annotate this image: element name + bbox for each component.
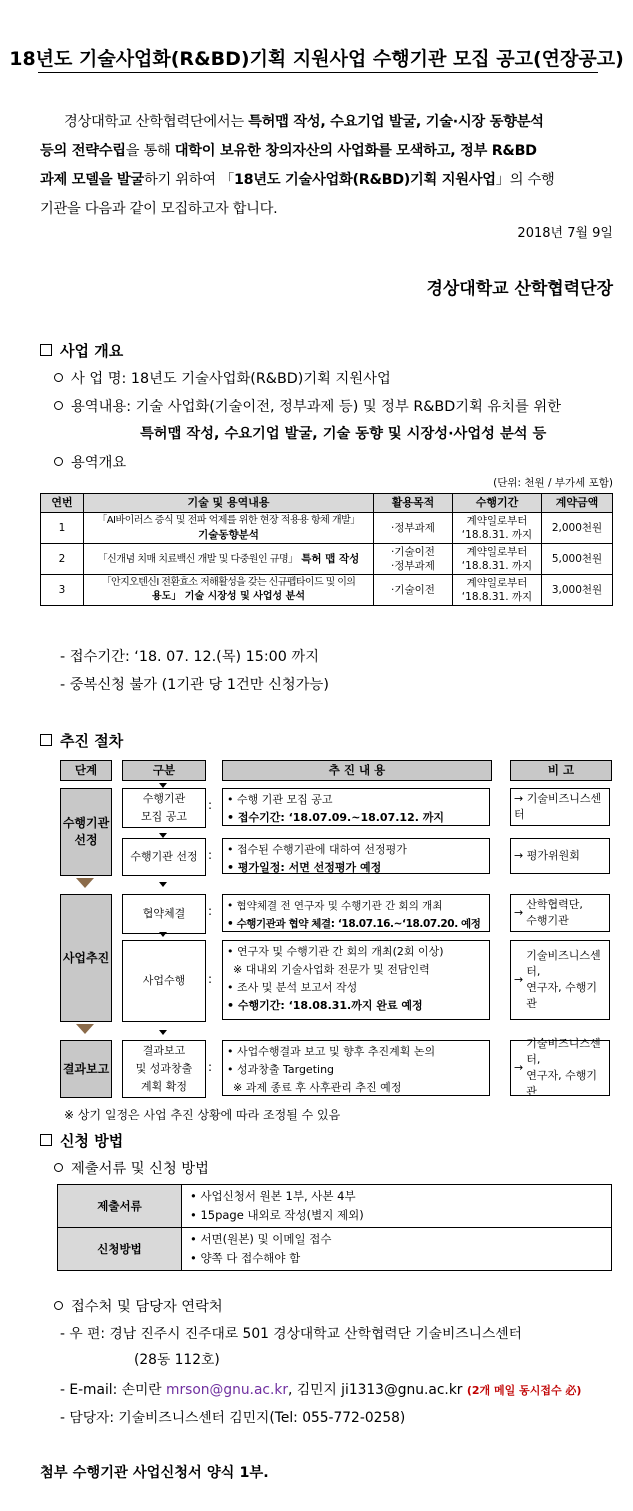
row-period: 계약일로부터 ‘18.8.31. 까지: [453, 513, 542, 544]
intro-text: 하기 위하여 「: [143, 172, 234, 188]
intro-bold: 대학이 보유한 창의자산의 사업화를 모색하고, 정부 R&BD: [174, 143, 537, 159]
row-number: 2: [41, 544, 84, 575]
row-period: 계약일로부터 ‘18.8.31. 까지: [453, 544, 542, 575]
email-link[interactable]: mrson@gnu.ac.kr: [166, 1382, 289, 1398]
row-purpose: ·기술이전: [374, 575, 453, 606]
contact-label: 접수처 및 담당자 연락처: [54, 1296, 223, 1316]
note-selection: → 평가위원회: [510, 838, 610, 874]
email-line: - E-mail: 손미란 mrson@gnu.ac.kr, 김민지 ji1313@gnu.ac.kr (2개 메일 동시접수 必): [60, 1382, 582, 1398]
row-label: 신청방법: [58, 1228, 182, 1271]
row-purpose: ·기술이전 ·정부과제: [374, 544, 453, 575]
intro-bold: 특허맵 작성, 수요기업 발굴, 기술·시장 동향분석: [248, 114, 544, 130]
intro-text: 을 통해: [125, 143, 175, 159]
row-content: 「안지오텐신I 전환효소 저해활성을 갖는 신규펩타이드 및 이의 용도」 기술 시장성 및 사업성 분석: [84, 575, 374, 606]
row-purpose: ·정부과제: [374, 513, 453, 544]
col-header: 연번: [41, 494, 84, 513]
stage-selection: 수행기관 선정: [60, 788, 112, 876]
group-report: 결과보고 및 성과창출 계획 확정: [122, 1040, 206, 1098]
row-items: • 사업신청서 원본 1부, 사본 4부 • 15page 내외로 작성(별지 제외): [182, 1185, 612, 1228]
service-overview-label: 용역개요: [54, 452, 126, 472]
circle-bullet-icon: [54, 1163, 63, 1172]
table-row: [58, 1185, 612, 1228]
circle-bullet-icon: [54, 1301, 63, 1310]
group-recruit: 수행기관 모집 공고: [122, 788, 206, 828]
intro-text: 경상대학교 산학협력단에서는: [64, 114, 249, 130]
project-name-line: 사 업 명: 18년도 기술사업화(R&BD)기획 지원사업: [54, 368, 391, 388]
note-execution: → 기술비즈니스센터, 연구자, 수행기관: [510, 940, 610, 1020]
content-report: • 사업수행결과 보고 및 향후 추진계획 논의 • 성과창출 Targeting ※ 과제 종료 후 사후관리 추진 예정: [222, 1040, 490, 1096]
row-label: 제출서류: [58, 1185, 182, 1228]
circle-bullet-icon: [54, 373, 63, 382]
square-bullet-icon: [40, 344, 52, 356]
mail-address-room: (28동 112호): [134, 1352, 220, 1368]
signer: 경상대학교 산학협력단장: [426, 279, 613, 299]
header-content: 추 진 내 용: [222, 760, 492, 781]
stage-arrow-icon: [76, 1024, 94, 1034]
row-items: • 서면(원본) 및 이메일 접수 • 양쪽 다 접수해야 함: [182, 1228, 612, 1271]
section-heading-application: 신청 방법: [40, 1130, 123, 1151]
receipt-period: - 접수기간: ‘18. 07. 12.(목) 15:00 까지: [60, 649, 320, 665]
note-recruit: → 기술비즈니스센터: [510, 788, 610, 826]
row-number: 1: [41, 513, 84, 544]
table-header-row: [41, 494, 613, 513]
row-amount: 3,000천원: [542, 575, 613, 606]
content-execution: • 연구자 및 수행기관 간 회의 개최(2회 이상) ※ 대내외 기술사업화 전문가 및 전담인력 • 조사 및 분석 보고서 작성 • 수행기간: ‘18.08.31.까지 완료 예정: [222, 940, 490, 1020]
intro-bold: 18년도 기술사업화(R&BD)기획 지원사업: [233, 172, 496, 188]
application-table: [57, 1184, 612, 1271]
header-note: 비 고: [510, 760, 612, 781]
table-row: [58, 1228, 612, 1271]
group-selection: 수행기관 선정: [122, 838, 206, 876]
colon: :: [208, 798, 213, 812]
section-heading-procedure: 추진 절차: [40, 730, 123, 751]
content-selection: • 접수된 수행기관에 대하여 선정평가 • 평가일정: 서면 선정평가 예정: [222, 838, 490, 874]
schedule-footnote: ※ 상기 일정은 사업 추진 상황에 따라 조정될 수 있음: [64, 1108, 341, 1122]
service-content-line: 용역내용: 기술 사업화(기술이전, 정부과제 등) 및 정부 R&BD기획 유치를 위한: [54, 396, 561, 416]
title-underline: [38, 72, 598, 73]
header-stage: 단계: [60, 760, 112, 781]
colon: :: [208, 972, 213, 986]
stage-arrow-icon: [76, 878, 94, 888]
stage-report: 결과보고: [60, 1040, 112, 1098]
intro-text: 」의 수행: [495, 172, 555, 188]
square-bullet-icon: [40, 734, 52, 746]
group-agreement: 협약체결: [122, 894, 206, 934]
row-content: 「AI바이러스 증식 및 전파 억제를 위한 현장 적용용 항체 개발」 기술동향분석: [84, 513, 374, 544]
intro-bold: 등의 전략수립: [40, 143, 126, 159]
col-header: 수행기간: [453, 494, 542, 513]
row-amount: 5,000천원: [542, 544, 613, 575]
intro-bold: 과제 모델을 발굴: [40, 172, 144, 188]
flow-triangle-icon: [159, 882, 167, 887]
attachment-note: 첨부 수행기관 사업신청서 양식 1부.: [40, 1465, 269, 1481]
row-content: 「신개념 치매 치료백신 개발 및 다중원인 규명」 특허 맵 작성: [84, 544, 374, 575]
service-content-detail: 특허맵 작성, 수요기업 발굴, 기술 동향 및 시장성·사업성 분석 등: [140, 426, 547, 442]
mail-address: - 우 편: 경남 진주시 진주대로 501 경상대학교 산학협력단 기술비즈니스센터: [60, 1326, 522, 1342]
group-execution: 사업수행: [122, 940, 206, 1022]
content-agreement: • 협약체결 전 연구자 및 수행기관 간 회의 개최 • 수행기관과 협약 체결: ‘18.07.16.~‘18.07.20. 예정: [222, 894, 490, 932]
circle-bullet-icon: [54, 457, 63, 466]
service-table: [40, 493, 613, 606]
row-period: 계약일로부터 ‘18.8.31. 까지: [453, 575, 542, 606]
row-number: 3: [41, 575, 84, 606]
row-amount: 2,000천원: [542, 513, 613, 544]
unit-note: (단위: 천원 / 부가세 포함): [493, 477, 613, 489]
contact-person: - 담당자: 기술비즈니스센터 김민지(Tel: 055-772-0258): [60, 1410, 406, 1426]
flow-triangle-icon: [159, 1030, 167, 1035]
note-report: → 기술비즈니스센터, 연구자, 수행기관: [510, 1040, 610, 1096]
documents-label: 제출서류 및 신청 방법: [54, 1158, 209, 1178]
duplicate-note: - 중복신청 불가 (1기관 당 1건만 신청가능): [60, 677, 329, 693]
colon: :: [208, 1060, 213, 1074]
section-heading-overview: 사업 개요: [40, 340, 123, 361]
col-header: 기술 및 용역내용: [84, 494, 374, 513]
header-division: 구분: [122, 760, 206, 781]
colon: :: [208, 848, 213, 862]
note-agreement: → 산학협력단, 수행기관: [510, 894, 610, 932]
square-bullet-icon: [40, 1134, 52, 1146]
table-row: [41, 544, 613, 575]
table-row: [41, 513, 613, 544]
col-header: 계약금액: [542, 494, 613, 513]
intro-text: 기관을 다음과 같이 모집하고자 합니다.: [40, 201, 278, 217]
col-header: 활용목적: [374, 494, 453, 513]
content-recruit: • 수행 기관 모집 공고 • 접수기간: ‘18.07.09.~18.07.12. 까지: [222, 788, 490, 826]
colon: :: [208, 904, 213, 918]
stage-execution: 사업추진: [60, 894, 112, 1022]
page-title: 18년도 기술사업화(R&BD)기획 지원사업 수행기관 모집 공고(연장공고): [9, 48, 624, 70]
intro-paragraph: [40, 108, 612, 224]
table-row: [41, 575, 613, 606]
circle-bullet-icon: [54, 401, 63, 410]
announcement-date: 2018년 7월 9일: [517, 226, 613, 241]
